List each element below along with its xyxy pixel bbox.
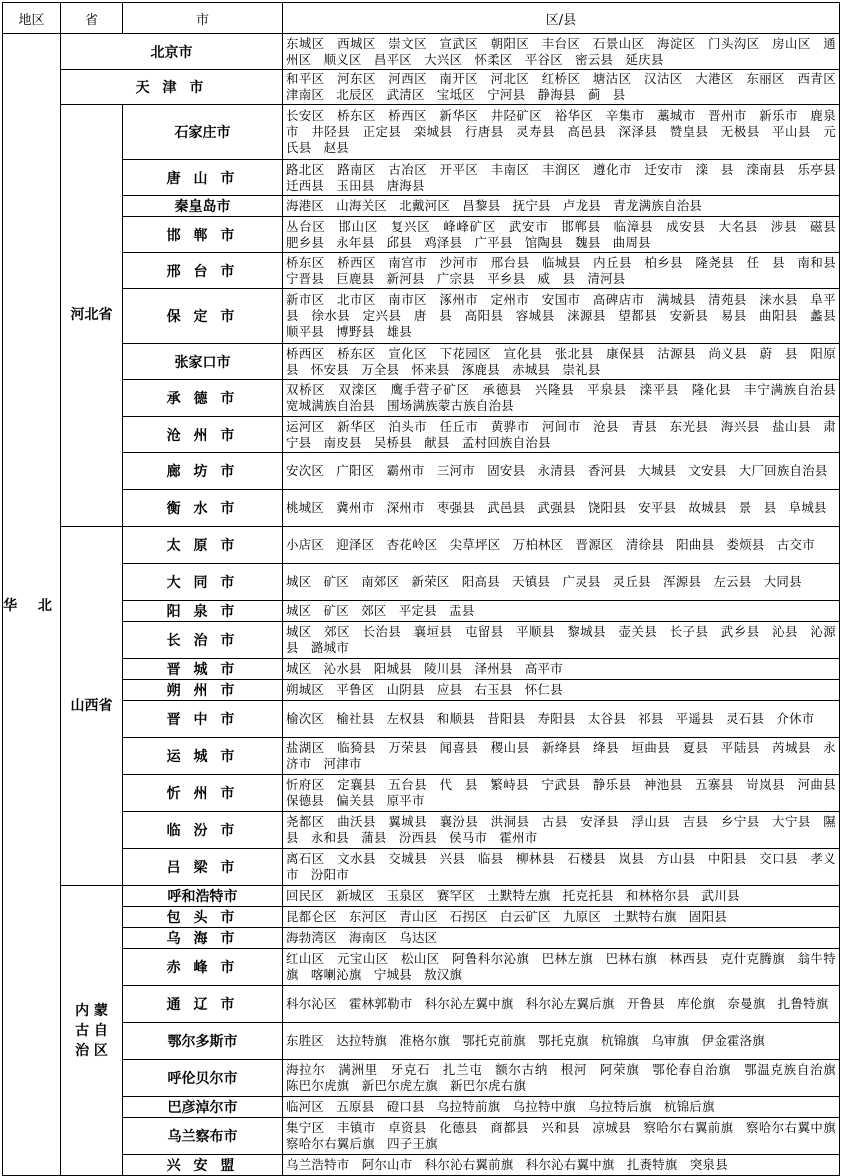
city-name: 呼和浩特市 — [123, 886, 283, 907]
county-list: 双桥区 双滦区 鹰手营子矿区 承德县 兴隆县 平泉县 滦平县 隆化县 丰宁满族自治县 宽城满族自治县 围场满族蒙古族自治县 — [283, 380, 840, 417]
header-county: 区/县 — [283, 3, 840, 34]
county-list: 乌兰浩特市 阿尔山市 科尔沁右翼前旗 科尔沁右翼中旗 扎赉特旗 突泉县 — [283, 1155, 840, 1176]
table-row — [3, 527, 840, 564]
table-row — [3, 253, 840, 289]
table-row — [3, 849, 840, 886]
city-name: 晋 城 市 — [123, 659, 283, 680]
province-cell: 河北省 — [61, 105, 123, 527]
county-list: 长安区 桥东区 桥西区 新华区 井陉矿区 裕华区 辛集市 藁城市 晋州市 新乐市 鹿泉市 井陉县 正定县 栾城县 行唐县 灵寿县 高邑县 深泽县 赞皇县 无极县 平山县 元氏县 赵县 — [283, 105, 840, 160]
county-list: 桥东区 桥西区 南宫市 沙河市 邢台县 临城县 内丘县 柏乡县 隆尧县 任 县 南和县 宁晋县 巨鹿县 新河县 广宗县 平乡县 威 县 清河县 — [283, 253, 840, 289]
county-list: 忻府区 定襄县 五台县 代 县 繁峙县 宁武县 静乐县 神池县 五寨县 岢岚县 河曲县 保德县 偏关县 原平市 — [283, 775, 840, 812]
city-name: 石家庄市 — [123, 105, 283, 160]
table-row — [3, 1060, 840, 1097]
table-row — [3, 490, 840, 527]
county-list: 安次区 广阳区 霸州市 三河市 固安县 永清县 香河县 大城县 文安县 大厂回族自治县 — [283, 453, 840, 490]
table-row — [3, 1118, 840, 1155]
table-row — [3, 986, 840, 1023]
city-name: 巴彦淖尔市 — [123, 1097, 283, 1118]
city-name: 衡 水 市 — [123, 490, 283, 527]
city-name: 包 头 市 — [123, 907, 283, 928]
city-name: 吕 梁 市 — [123, 849, 283, 886]
city-name: 秦皇岛市 — [123, 196, 283, 217]
city-name: 呼伦贝尔市 — [123, 1060, 283, 1097]
table-row — [3, 105, 840, 160]
table-row — [3, 417, 840, 453]
city-name: 太 原 市 — [123, 527, 283, 564]
city-name: 朔 州 市 — [123, 680, 283, 701]
county-list: 海拉尔 满洲里 牙克石 扎兰屯 额尔古纳 根河 阿荣旗 鄂伦春自治旗 鄂温克族自治旗 陈巴尔虎旗 新巴尔虎左旗 新巴尔虎右旗 — [283, 1060, 840, 1097]
city-name: 鄂尔多斯市 — [123, 1023, 283, 1060]
table-row — [3, 949, 840, 986]
county-list: 临河区 五原县 磴口县 乌拉特前旗 乌拉特中旗 乌拉特后旗 杭锦后旗 — [283, 1097, 840, 1118]
table-row — [3, 217, 840, 253]
table-row — [3, 812, 840, 849]
table-row — [3, 70, 840, 105]
table-row — [3, 886, 840, 907]
county-list: 丛台区 邯山区 复兴区 峰峰矿区 武安市 邯郸县 临漳县 成安县 大名县 涉县 磁县 肥乡县 永年县 邱县 鸡泽县 广平县 馆陶县 魏县 曲周县 — [283, 217, 840, 253]
city-name: 兴 安 盟 — [123, 1155, 283, 1176]
city-name: 大 同 市 — [123, 564, 283, 601]
county-list: 盐湖区 临猗县 万荣县 闻喜县 稷山县 新绛县 绛县 垣曲县 夏县 平陆县 芮城县 永济市 河津市 — [283, 738, 840, 775]
city-name: 赤 峰 市 — [123, 949, 283, 986]
city-name: 邯 郸 市 — [123, 217, 283, 253]
city-name: 天 津 市 — [61, 70, 283, 105]
county-list: 东城区 西城区 崇文区 宣武区 朝阳区 丰台区 石景山区 海淀区 门头沟区 房山区 通州区 顺义区 昌平区 大兴区 怀柔区 平谷区 密云县 延庆县 — [283, 34, 840, 70]
county-list: 朔城区 平鲁区 山阴县 应县 右玉县 怀仁县 — [283, 680, 840, 701]
table-row — [3, 775, 840, 812]
county-list: 榆次区 榆社县 左权县 和顺县 昔阳县 寿阳县 太谷县 祁县 平遥县 灵石县 介休市 — [283, 701, 840, 738]
table-row — [3, 564, 840, 601]
table-row — [3, 344, 840, 380]
city-name: 承 德 市 — [123, 380, 283, 417]
city-name: 晋 中 市 — [123, 701, 283, 738]
table-row — [3, 34, 840, 70]
county-list: 红山区 元宝山区 松山区 阿鲁科尔沁旗 巴林左旗 巴林右旗 林西县 克什克腾旗 翁牛特旗 喀喇沁旗 宁城县 敖汉旗 — [283, 949, 840, 986]
city-name: 北京市 — [61, 34, 283, 70]
city-name: 邢 台 市 — [123, 253, 283, 289]
region-cell: 华 北 — [3, 34, 61, 1176]
county-list: 桥西区 桥东区 宣化区 下花园区 宣化县 张北县 康保县 沽源县 尚义县 蔚 县 阳原县 怀安县 万全县 怀来县 涿鹿县 赤城县 崇礼县 — [283, 344, 840, 380]
city-name: 保 定 市 — [123, 289, 283, 344]
county-list: 东胜区 达拉特旗 准格尔旗 鄂托克前旗 鄂托克旗 杭锦旗 乌审旗 伊金霍洛旗 — [283, 1023, 840, 1060]
city-name: 乌 海 市 — [123, 928, 283, 949]
city-name: 运 城 市 — [123, 738, 283, 775]
county-list: 离石区 文水县 交城县 兴县 临县 柳林县 石楼县 岚县 方山县 中阳县 交口县 孝义市 汾阳市 — [283, 849, 840, 886]
header-province: 省 — [61, 3, 123, 34]
table-row — [3, 289, 840, 344]
county-list: 城区 沁水县 阳城县 陵川县 泽州县 高平市 — [283, 659, 840, 680]
city-name: 通 辽 市 — [123, 986, 283, 1023]
table-row — [3, 1155, 840, 1176]
county-list: 海勃湾区 海南区 乌达区 — [283, 928, 840, 949]
table-row — [3, 1023, 840, 1060]
county-list: 集宁区 丰镇市 卓资县 化德县 商都县 兴和县 凉城县 察哈尔右翼前旗 察哈尔右翼中旗 察哈尔右翼后旗 四子王旗 — [283, 1118, 840, 1155]
county-list: 小店区 迎泽区 杏花岭区 尖草坪区 万柏林区 晋源区 清徐县 阳曲县 娄烦县 古交市 — [283, 527, 840, 564]
county-list: 运河区 新华区 泊头市 任丘市 黄骅市 河间市 沧县 青县 东光县 海兴县 盐山县 肃宁县 南皮县 吴桥县 献县 孟村回族自治县 — [283, 417, 840, 453]
city-name: 忻 州 市 — [123, 775, 283, 812]
province-cell: 山西省 — [61, 527, 123, 886]
county-list: 和平区 河东区 河西区 南开区 河北区 红桥区 塘沽区 汉沽区 大港区 东丽区 西青区 津南区 北辰区 武清区 宝坻区 宁河县 静海县 蓟 县 — [283, 70, 840, 105]
county-list: 城区 矿区 郊区 平定县 盂县 — [283, 601, 840, 622]
admin-division-table — [2, 2, 839, 1176]
county-list: 城区 郊区 长治县 襄垣县 屯留县 平顺县 黎城县 壶关县 长子县 武乡县 沁县 沁源县 潞城市 — [283, 622, 840, 659]
city-name: 张家口市 — [123, 344, 283, 380]
table-row — [3, 928, 840, 949]
table-row — [3, 601, 840, 622]
county-list: 新市区 北市区 南市区 涿州市 定州市 安国市 高碑店市 满城县 清苑县 涞水县 阜平县 徐水县 定兴县 唐 县 高阳县 容城县 涞源县 望都县 安新县 易县 曲阳县 蠡县 顺平县 博野县 雄县 — [283, 289, 840, 344]
county-list: 回民区 新城区 玉泉区 赛罕区 土默特左旗 托克托县 和林格尔县 武川县 — [283, 886, 840, 907]
county-list: 科尔沁区 霍林郭勒市 科尔沁左翼中旗 科尔沁左翼后旗 开鲁县 库伦旗 奈曼旗 扎鲁特旗 — [283, 986, 840, 1023]
city-name: 沧 州 市 — [123, 417, 283, 453]
city-name: 唐 山 市 — [123, 160, 283, 196]
county-list: 桃城区 冀州市 深州市 枣强县 武邑县 武强县 饶阳县 安平县 故城县 景 县 阜城县 — [283, 490, 840, 527]
table-row — [3, 380, 840, 417]
county-list: 尧都区 曲沃县 翼城县 襄汾县 洪洞县 古县 安泽县 浮山县 吉县 乡宁县 大宁县 隰县 永和县 蒲县 汾西县 侯马市 霍州市 — [283, 812, 840, 849]
header-region: 地区 — [3, 3, 61, 34]
city-name: 长 治 市 — [123, 622, 283, 659]
table-row — [3, 453, 840, 490]
table-row — [3, 622, 840, 659]
city-name: 廊 坊 市 — [123, 453, 283, 490]
header-row — [3, 3, 840, 34]
county-list: 城区 矿区 南郊区 新荣区 阳高县 天镇县 广灵县 灵丘县 浑源县 左云县 大同县 — [283, 564, 840, 601]
city-name: 临 汾 市 — [123, 812, 283, 849]
table-row — [3, 680, 840, 701]
city-name: 乌兰察布市 — [123, 1118, 283, 1155]
table-row — [3, 738, 840, 775]
county-list: 昆都仑区 东河区 青山区 石拐区 白云矿区 九原区 土默特右旗 固阳县 — [283, 907, 840, 928]
header-city: 市 — [123, 3, 283, 34]
city-name: 阳 泉 市 — [123, 601, 283, 622]
table-row — [3, 659, 840, 680]
table-row — [3, 1097, 840, 1118]
table-row — [3, 701, 840, 738]
province-cell: 内 蒙 古 自 治 区 — [61, 886, 123, 1176]
table-row — [3, 907, 840, 928]
table-row — [3, 196, 840, 217]
county-list: 路北区 路南区 古冶区 开平区 丰南区 丰润区 遵化市 迁安市 滦 县 滦南县 乐亭县 迁西县 玉田县 唐海县 — [283, 160, 840, 196]
county-list: 海港区 山海关区 北戴河区 昌黎县 抚宁县 卢龙县 青龙满族自治县 — [283, 196, 840, 217]
table-row — [3, 160, 840, 196]
